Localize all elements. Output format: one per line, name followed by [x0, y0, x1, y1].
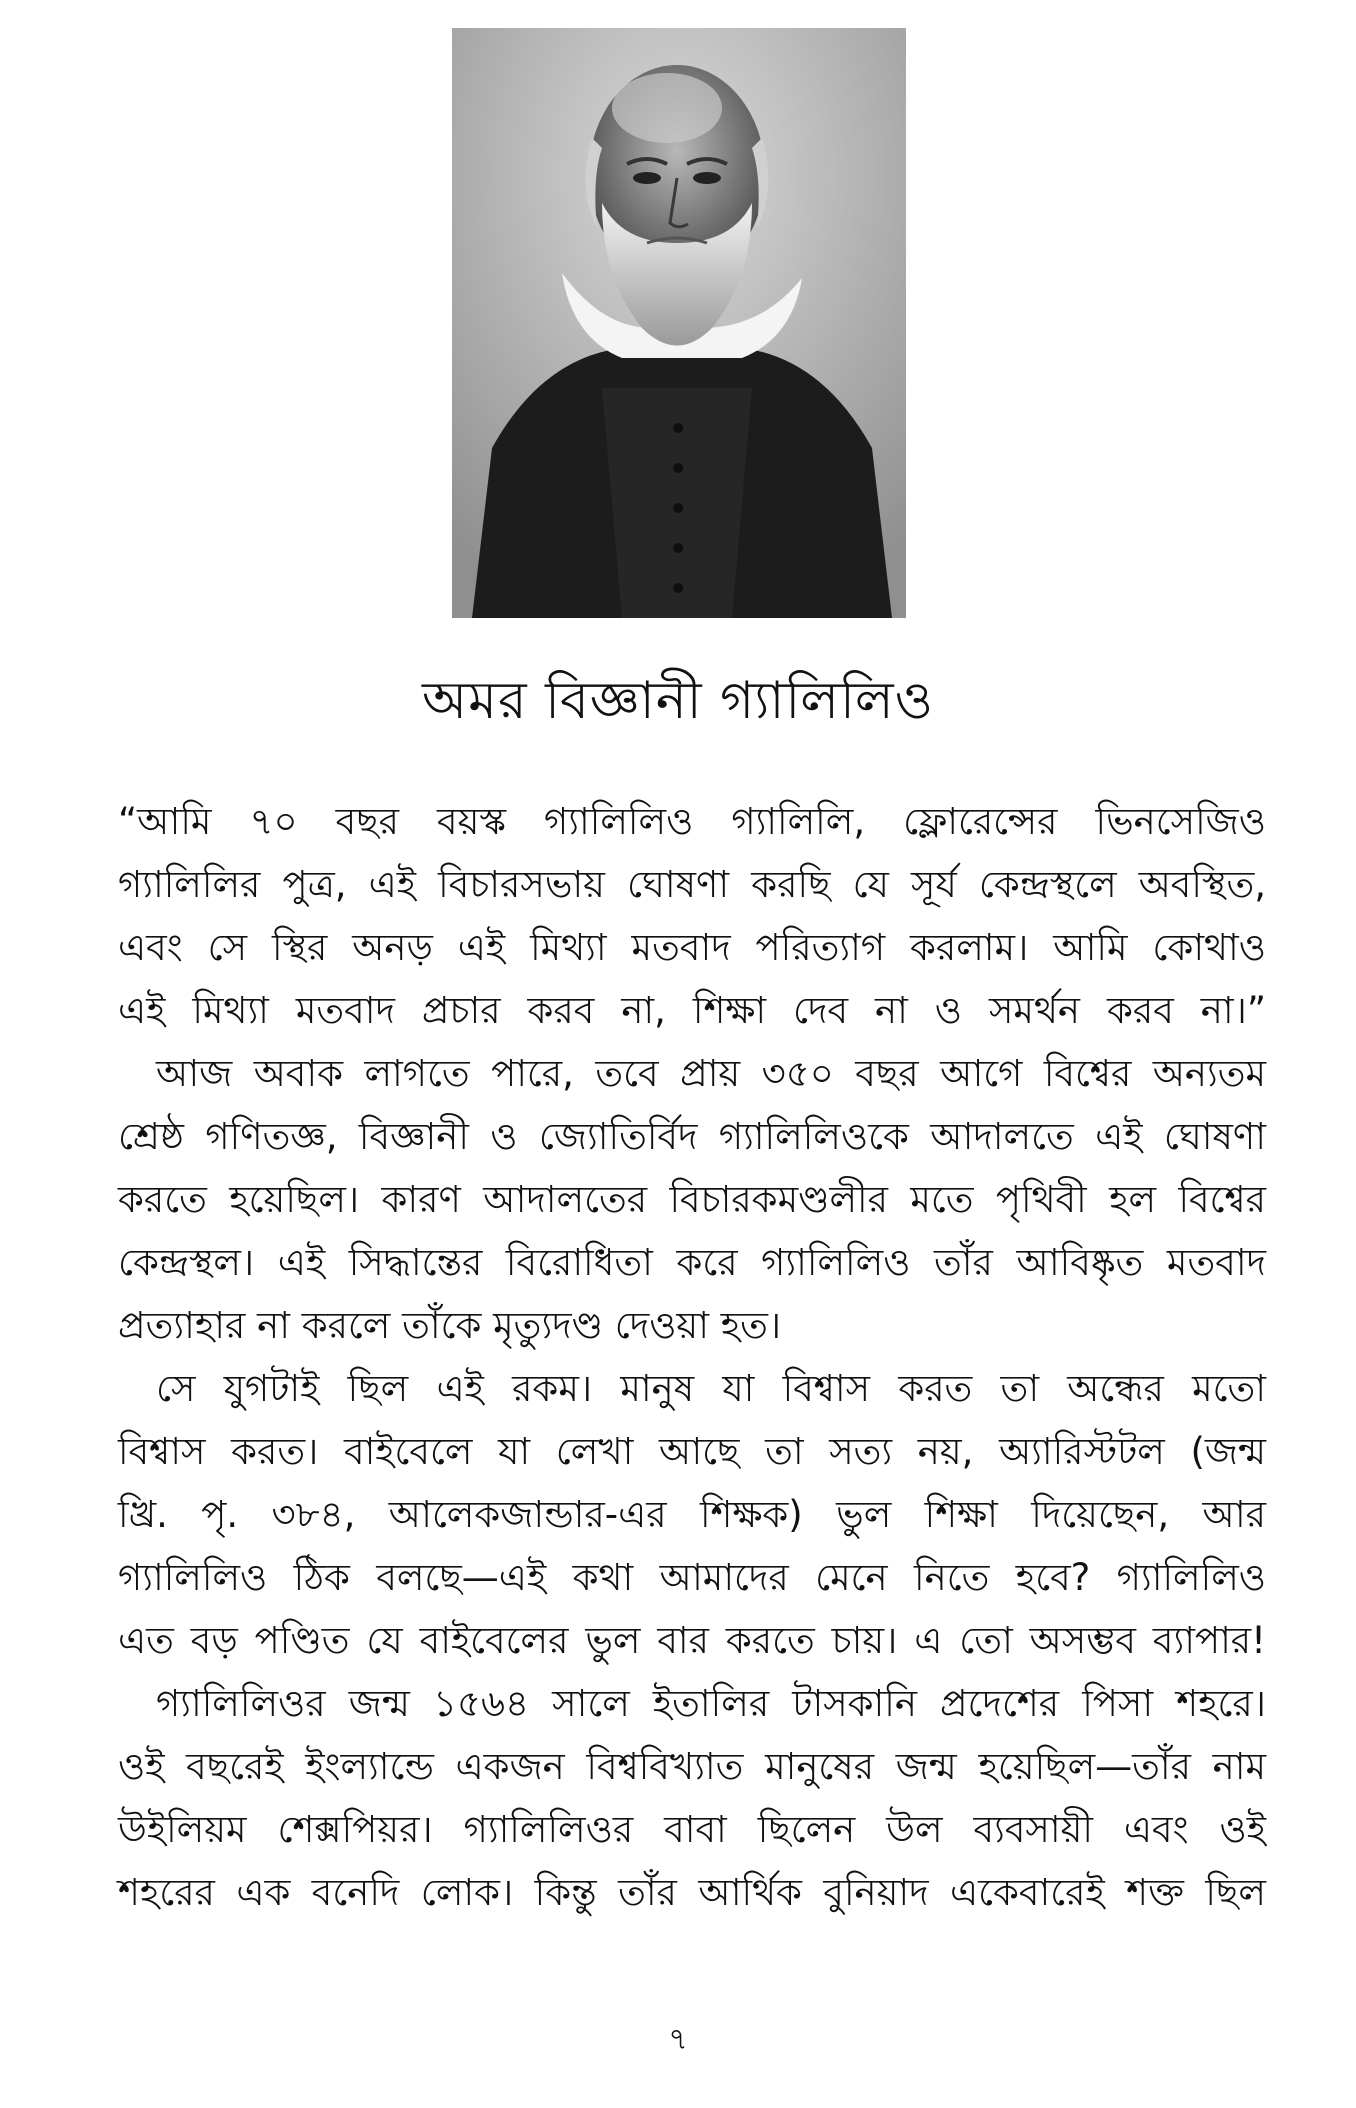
text-line: প্রত্যাহার না করলে তাঁকে মৃত্যুদণ্ড দেওয়া হত। — [118, 1304, 782, 1347]
text-line: সে যুগটাই ছিল এই রকম। মানুষ যা বিশ্বাস করত তা অন্ধের মতো — [156, 1367, 1266, 1410]
text-line: ওই বছরেই ইংল্যান্ডে একজন বিশ্ববিখ্যাত মানুষের জন্ম হয়েছিল—তাঁর নাম — [118, 1745, 1266, 1788]
body-text — [118, 790, 1266, 1924]
text-line: খ্রি. পৃ. ৩৮৪, আলেকজান্ডার-এর শিক্ষক) ভুল শিক্ষা দিয়েছেন, আর — [118, 1493, 1266, 1536]
galileo-portrait-drawing — [452, 28, 906, 618]
portrait-image — [452, 28, 906, 618]
text-line: কেন্দ্রস্থল। এই সিদ্ধান্তের বিরোধিতা করে গ্যালিলিও তাঁর আবিষ্কৃত মতবাদ — [118, 1241, 1266, 1284]
text-line: এবং সে স্থির অনড় এই মিথ্যা মতবাদ পরিত্যাগ করলাম। আমি কোথাও — [118, 926, 1266, 969]
text-line: শহরের এক বনেদি লোক। কিন্তু তাঁর আর্থিক বুনিয়াদ একেবারেই শক্ত ছিল — [118, 1871, 1266, 1914]
text-line: “আমি ৭০ বছর বয়স্ক গ্যালিলিও গ্যালিলি, ফ্লোরেন্সের ভিনসেজিও — [118, 800, 1266, 843]
text-line: এত বড় পণ্ডিত যে বাইবেলের ভুল বার করতে চায়। এ তো অসম্ভব ব্যাপার! — [118, 1619, 1266, 1662]
text-line: গ্যালিলির পুত্র, এই বিচারসভায় ঘোষণা করছি যে সূর্য কেন্দ্রস্থলে অবস্থিত, — [118, 863, 1266, 906]
text-line: বিশ্বাস করত। বাইবেলে যা লেখা আছে তা সত্য নয়, অ্যারিস্টটল (জন্ম — [118, 1430, 1266, 1473]
text-line: আজ অবাক লাগতে পারে, তবে প্রায় ৩৫০ বছর আগে বিশ্বের অন্যতম — [156, 1052, 1266, 1095]
page-title: অমর বিজ্ঞানী গ্যালিলিও — [422, 671, 934, 731]
text-line: শ্রেষ্ঠ গণিতজ্ঞ, বিজ্ঞানী ও জ্যোতির্বিদ গ্যালিলিওকে আদালতে এই ঘোষণা — [118, 1115, 1266, 1158]
text-line: গ্যালিলিও ঠিক বলছে—এই কথা আমাদের মেনে নিতে হবে? গ্যালিলিও — [118, 1556, 1266, 1599]
text-line: উইলিয়ম শেক্সপিয়র। গ্যালিলিওর বাবা ছিলেন উল ব্যবসায়ী এবং ওই — [118, 1808, 1266, 1851]
text-line: এই মিথ্যা মতবাদ প্রচার করব না, শিক্ষা দেব না ও সমর্থন করব না।” — [118, 989, 1266, 1032]
page-number: ৭ — [668, 2022, 688, 2057]
text-line: করতে হয়েছিল। কারণ আদালতের বিচারকমণ্ডলীর মতে পৃথিবী হল বিশ্বের — [118, 1178, 1266, 1221]
text-line: গ্যালিলিওর জন্ম ১৫৬৪ সালে ইতালির টাসকানি প্রদেশের পিসা শহরে। — [156, 1682, 1266, 1725]
